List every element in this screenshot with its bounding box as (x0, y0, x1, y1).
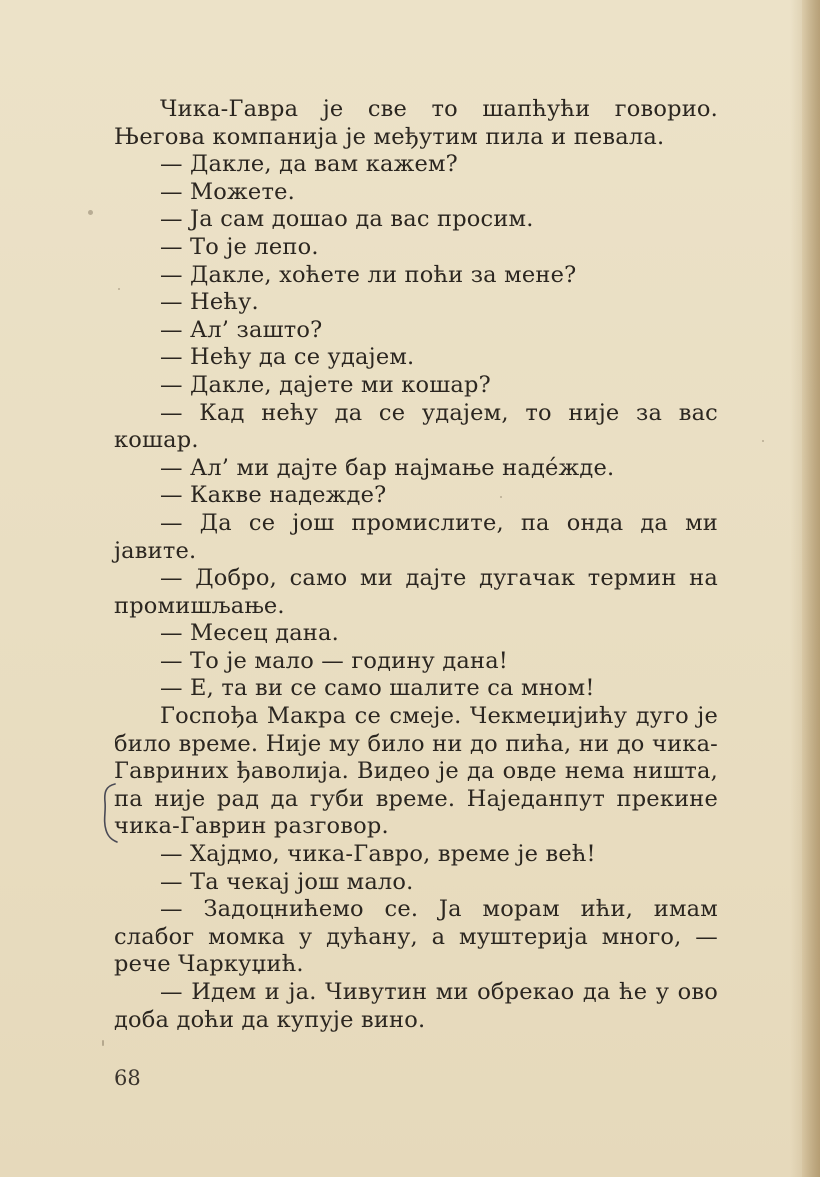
dialogue-line: — Какве надежде? (160, 482, 387, 509)
dialogue-line: — Ја сам дошао да вас просим. (160, 206, 534, 233)
dialogue-line: — Кад нећу да се удајем, то није за вас кошар. (114, 399, 718, 454)
dialogue-line: — Ал’ зашто? (160, 316, 323, 343)
paper-speck (118, 288, 120, 290)
text-block (114, 96, 718, 1034)
pencil-bracket-mark (100, 782, 118, 844)
paper-speck (88, 210, 93, 215)
paragraph: Госпођа Макра се смеје. Чекмеџијићу дуго је било време. Није му било ни до пића, ни до чика-Гавриних ђаволија. Видео је да овде нема ништа, па није рад да губи време. Наједанпут прекине чика-Гаврин разговор. (114, 703, 718, 840)
dialogue-line: — Месец дана. (160, 620, 339, 647)
dialogue-line: — Е, та ви се само шалите са мном! (160, 675, 595, 702)
dialogue-line: — Добро, само ми дајте дугачак термин на промишљање. (114, 565, 718, 619)
dialogue-line: — Та чекај још мало. (160, 868, 414, 895)
page-number: 68 (114, 1066, 141, 1090)
paragraph: Чика-Гавра је све то шапћући говорио. Његова компанија је међутим пила и певала. (114, 96, 718, 150)
paper-speck (762, 440, 764, 442)
dialogue-line: — Можете. (160, 178, 295, 205)
dialogue-line: — То је мало — годину дана! (160, 647, 509, 674)
dialogue-line: — Дакле, да вам кажем? (160, 151, 458, 178)
dialogue-line: — Ал’ ми дајте бар најмање наде́жде. (160, 454, 615, 481)
dialogue-line: — Дакле, хоћете ли поћи за мене? (160, 261, 577, 288)
dialogue-line: — Идем и ја. Чивутин ми обрекао да ће у ово доба доћи да купује вино. (114, 979, 718, 1033)
page-spine-shadow (802, 0, 820, 1177)
dialogue-line: — Да се још промислите, па онда да ми јавите. (114, 509, 718, 564)
dialogue-line: — Нећу да се удајем. (160, 344, 415, 371)
dialogue-line: — Дакле, дајете ми кошар? (160, 371, 491, 398)
paper-speck (102, 1040, 104, 1046)
dialogue-line: — Задоцнићемо се. Ја морам ићи, имам слабог момка у дућану, а муштерија много, — рече Чаркуџић. (114, 896, 718, 978)
dialogue-line: — Хајдмо, чика-Гавро, време је већ! (160, 841, 596, 868)
dialogue-line: — То је лепо. (160, 233, 319, 260)
dialogue-line: — Нећу. (160, 289, 259, 316)
paper-speck (500, 496, 502, 498)
